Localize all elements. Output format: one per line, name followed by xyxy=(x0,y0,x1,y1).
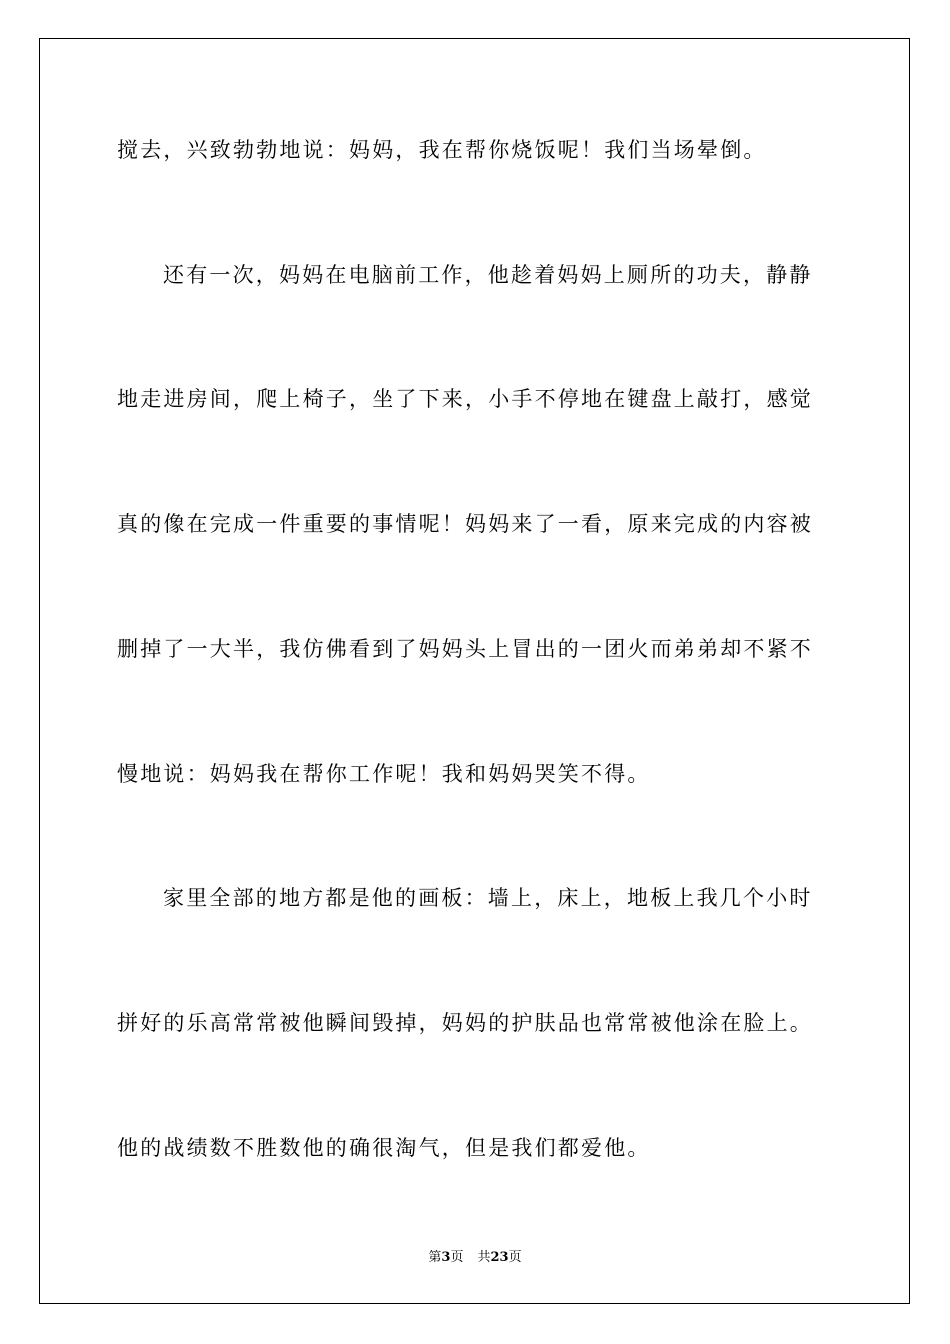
total-pages: 23 xyxy=(490,1250,509,1265)
page-footer xyxy=(0,1246,950,1265)
text-line-3: 地走进房间，爬上椅子，坐了下来，小手不停地在键盘上敲打，感觉 xyxy=(117,387,813,411)
page-prefix: 第 xyxy=(428,1250,442,1265)
text-line-4: 真的像在完成一件重要的事情呢！妈妈来了一看，原来完成的内容被 xyxy=(117,512,813,536)
text-line-8: 拼好的乐高常常被他瞬间毁掉，妈妈的护肤品也常常被他涂在脸上。 xyxy=(117,1011,813,1035)
page-suffix: 页 xyxy=(450,1250,464,1265)
page-border xyxy=(39,38,910,1304)
total-suffix: 页 xyxy=(508,1250,522,1265)
text-line-2: 还有一次，妈妈在电脑前工作，他趁着妈妈上厕所的功夫，静静 xyxy=(163,263,813,287)
text-line-5: 删掉了一大半，我仿佛看到了妈妈头上冒出的一团火而弟弟却不紧不 xyxy=(117,637,813,661)
total-prefix: 共 xyxy=(477,1250,491,1265)
text-line-9: 他的战绩数不胜数他的确很淘气，但是我们都爱他。 xyxy=(117,1136,651,1160)
text-line-7: 家里全部的地方都是他的画板：墙上，床上，地板上我几个小时 xyxy=(163,886,813,910)
text-line-1: 搅去，兴致勃勃地说：妈妈，我在帮你烧饭呢！我们当场晕倒。 xyxy=(117,138,767,162)
text-line-6: 慢地说：妈妈我在帮你工作呢！我和妈妈哭笑不得。 xyxy=(117,762,651,786)
page-number: 3 xyxy=(441,1250,451,1265)
